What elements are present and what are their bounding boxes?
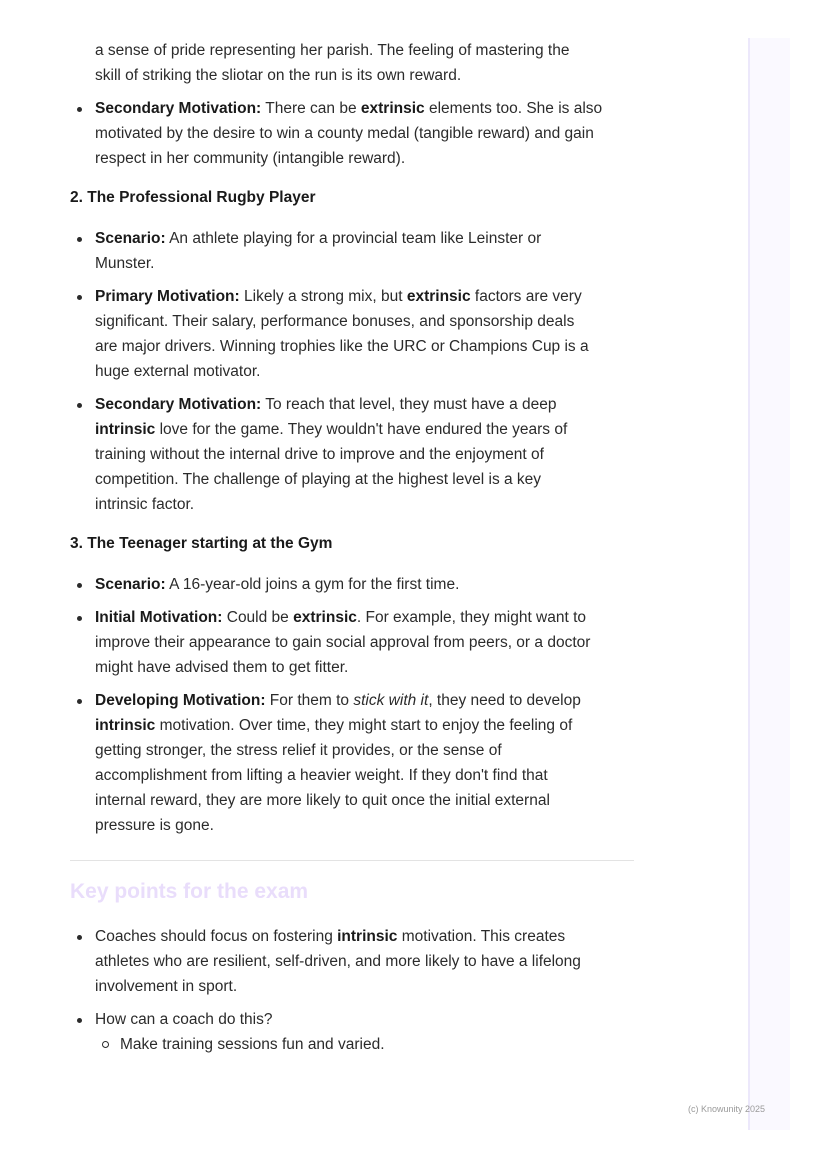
emphasis-italic: stick with it xyxy=(353,692,429,709)
text-line: intrinsic factor. xyxy=(95,496,195,513)
text-span: , they need to develop xyxy=(428,692,581,709)
text-span: For them to xyxy=(265,692,354,709)
list-item-scenario-rugby xyxy=(70,226,636,276)
text-span: Could be xyxy=(222,609,294,626)
term-bold: intrinsic xyxy=(95,421,156,438)
text-line xyxy=(95,417,636,442)
text-span: Likely a strong mix, but xyxy=(239,288,407,305)
text-line: improve their appearance to gain social approval from peers, or a doctor xyxy=(95,634,591,651)
sub-list-item xyxy=(70,1032,636,1057)
term-bold: intrinsic xyxy=(95,717,156,734)
text-line: motivated by the desire to win a county medal (tangible reward) and gain xyxy=(95,125,594,142)
text-span: . For example, they might want to xyxy=(356,609,587,626)
list-item-initial-motivation xyxy=(70,605,636,680)
label-bold: Primary Motivation: xyxy=(95,288,240,305)
text-line: training without the internal drive to improve and the enjoyment of xyxy=(95,446,544,463)
term-bold: extrinsic xyxy=(406,288,471,305)
document-content xyxy=(70,38,636,1057)
text-line xyxy=(95,924,636,949)
section-heading-rugby: 2. The Professional Rugby Player xyxy=(70,189,316,206)
text-line: pressure is gone. xyxy=(95,817,214,834)
text-line xyxy=(95,226,636,251)
right-margin-rule xyxy=(748,38,750,1130)
label-bold: Secondary Motivation: xyxy=(95,396,262,413)
text-span: motivation. This creates xyxy=(397,928,566,945)
text-line xyxy=(95,688,636,713)
text-line: skill of striking the sliotar on the run is its own reward. xyxy=(95,67,462,84)
term-bold: extrinsic xyxy=(293,609,357,626)
label-bold: Initial Motivation: xyxy=(95,609,223,626)
list-item-continuation xyxy=(70,38,636,88)
label-bold: Scenario: xyxy=(95,576,166,593)
text-line: internal reward, they are more likely to quit once the initial external xyxy=(95,792,550,809)
text-line xyxy=(95,392,636,417)
text-line: significant. Their salary, performance bonuses, and sponsorship deals xyxy=(95,313,575,330)
list-item-scenario-gym xyxy=(70,572,636,597)
text-span: A 16-year-old joins a gym for the first time. xyxy=(165,576,460,593)
list-item-exam-point-2 xyxy=(70,1007,636,1032)
section-heading-gym: 3. The Teenager starting at the Gym xyxy=(70,535,333,552)
text-span: elements too. She is also xyxy=(424,100,603,117)
text-line: respect in her community (intangible reward). xyxy=(95,150,406,167)
text-span: There can be xyxy=(261,100,361,117)
text-line: a sense of pride representing her parish. The feeling of mastering the xyxy=(95,42,570,59)
list-item-secondary-motivation-rugby xyxy=(70,392,636,517)
text-span: motivation. Over time, they might start to enjoy the feeling of xyxy=(155,717,573,734)
text-line: Make training sessions fun and varied. xyxy=(120,1036,385,1053)
section-divider xyxy=(70,860,634,861)
text-span: To reach that level, they must have a deep xyxy=(261,396,557,413)
text-line: athletes who are resilient, self-driven, and more likely to have a lifelong xyxy=(95,953,581,970)
text-line: might have advised them to get fitter. xyxy=(95,659,349,676)
text-line xyxy=(95,284,636,309)
text-line xyxy=(95,572,636,597)
term-bold: intrinsic xyxy=(337,928,398,945)
copyright-footer: (c) Knowunity 2025 xyxy=(688,1104,766,1114)
text-span: Coaches should focus on fostering xyxy=(95,928,338,945)
list-item-exam-point-1 xyxy=(70,924,636,999)
exam-section-title: Key points for the exam xyxy=(70,880,309,903)
right-margin-panel xyxy=(748,38,790,1130)
label-bold: Developing Motivation: xyxy=(95,692,266,709)
text-line xyxy=(95,713,636,738)
term-bold: extrinsic xyxy=(360,100,425,117)
text-line: huge external motivator. xyxy=(95,363,261,380)
text-line: competition. The challenge of playing at the highest level is a key xyxy=(95,471,542,488)
text-line: How can a coach do this? xyxy=(95,1011,273,1028)
text-line xyxy=(95,605,636,630)
text-line xyxy=(95,96,636,121)
text-line: Munster. xyxy=(95,255,155,272)
list-item-secondary-motivation-1 xyxy=(70,96,636,171)
text-span: factors are very xyxy=(470,288,582,305)
list-item-developing-motivation xyxy=(70,688,636,838)
text-line: are major drivers. Winning trophies like the URC or Champions Cup is a xyxy=(95,338,589,355)
list-item-primary-motivation-rugby xyxy=(70,284,636,384)
label-bold: Scenario: xyxy=(95,230,166,247)
text-span: love for the game. They wouldn't have endured the years of xyxy=(155,421,568,438)
text-line: getting stronger, the stress relief it provides, or the sense of xyxy=(95,742,502,759)
text-span: An athlete playing for a provincial team like Leinster or xyxy=(165,230,542,247)
label-bold: Secondary Motivation: xyxy=(95,100,262,117)
text-line: involvement in sport. xyxy=(95,978,238,995)
text-line: accomplishment from lifting a heavier weight. If they don't find that xyxy=(95,767,548,784)
